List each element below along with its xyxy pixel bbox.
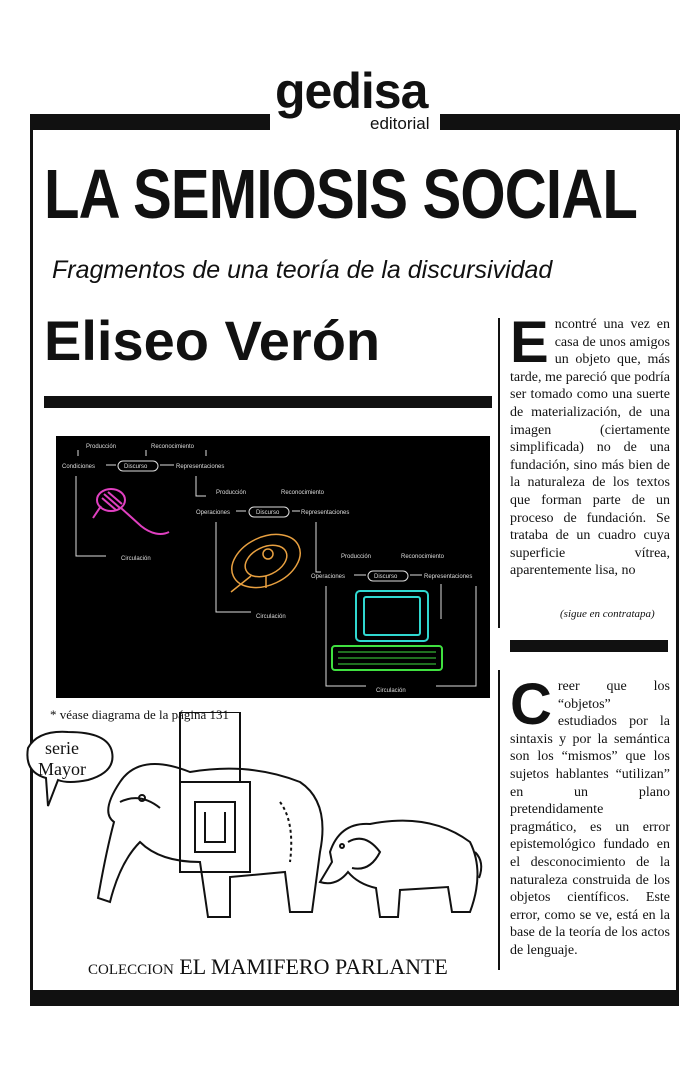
label-representations-1: Representaciones <box>176 464 225 470</box>
label-production-2: Producción <box>216 490 247 496</box>
bottom-bar <box>30 990 679 1006</box>
label-circulation-2: Circulación <box>256 614 286 620</box>
excerpt-second <box>510 672 670 960</box>
elephants-illustration <box>80 712 500 952</box>
drop-cap-e: E <box>510 310 549 375</box>
semiosis-diagram <box>56 436 490 698</box>
label-representations-3: Representaciones <box>424 574 473 580</box>
publisher-logo: gedisa <box>275 63 428 119</box>
excerpt-first <box>510 310 670 580</box>
satellite-dish-icon <box>223 524 309 598</box>
label-circulation-1: Circulación <box>121 556 151 562</box>
top-bar-right <box>440 114 680 130</box>
diagram-svg <box>56 436 490 698</box>
label-representations-2: Representaciones <box>301 510 350 516</box>
label-operations-2: Operaciones <box>196 510 231 516</box>
label-recognition-1: Reconocimiento <box>151 444 195 450</box>
label-circulation-3: Circulación <box>376 688 406 694</box>
label-recognition-2: Reconocimiento <box>281 490 325 496</box>
excerpt-second-text: reer que los “objetos” estudiados por la sintaxis y por la semántica son los “mismos” que los sujetos hablantes “utilizan” en un plano pretendidamente pragmático, es un error epistemológico fundado en el desconocimiento de la naturaleza construida de los objetos científicos. Este error, como se ve, está en la base de la teoría de los actos de lenguaje. <box>510 679 670 958</box>
label-operations-3: Operaciones <box>311 574 346 580</box>
computer-icon <box>332 591 442 670</box>
book-subtitle: Fragmentos de una teoría de la discursividad <box>52 256 553 284</box>
frame-left <box>30 130 33 1000</box>
label-recognition-3: Reconocimiento <box>401 554 445 560</box>
label-discourse-2: Discurso <box>256 510 280 516</box>
collection-title: EL MAMIFERO PARLANTE <box>179 954 448 979</box>
mid-rule <box>510 640 668 652</box>
label-conditions-1: Condiciones <box>62 464 96 470</box>
continued-note: (sigue en contratapa) <box>560 608 655 620</box>
microphone-icon <box>93 489 169 534</box>
label-discourse-3: Discurso <box>374 574 398 580</box>
series-line-2: Mayor <box>38 759 86 779</box>
small-elephant-icon <box>320 821 481 917</box>
collection-name <box>88 954 448 980</box>
top-bar-left <box>30 114 270 130</box>
book-title: LA SEMIOSIS SOCIAL <box>44 155 638 233</box>
collection-prefix: COLECCION <box>88 962 174 978</box>
author-rule <box>44 396 492 408</box>
frame-right <box>676 130 679 1000</box>
label-discourse-1: Discurso <box>124 464 148 470</box>
series-label <box>38 738 86 780</box>
label-production-3: Producción <box>341 554 372 560</box>
column-divider <box>498 318 500 628</box>
publisher-imprint: editorial <box>370 114 430 133</box>
excerpt-first-text: ncontré una vez en casa de unos amigos un objeto que, más tarde, me pareció que podría ser tomado como una suerte de materialización, de una imagen (ciertamente simplificada) no de una fundación, sino más bien de la naturaleza de los textos que forman parte de un proceso de fundación. Se trataba de un cuadro cuya superficie vítrea, aparentemente lisa, no <box>510 317 670 579</box>
author-name: Eliseo Verón <box>44 309 381 372</box>
diagram-footnote: * véase diagrama de la página 131 <box>50 707 230 722</box>
label-production-1: Producción <box>86 444 117 450</box>
series-line-1: serie <box>45 738 79 758</box>
drop-cap-c: C <box>510 672 552 737</box>
decorated-elephant-icon <box>98 764 323 917</box>
